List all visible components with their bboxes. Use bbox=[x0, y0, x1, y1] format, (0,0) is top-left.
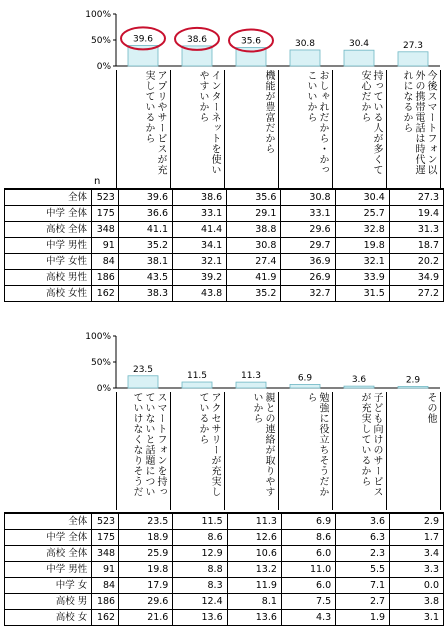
table-row bbox=[5, 222, 444, 238]
table-cell: 3.4 bbox=[390, 546, 444, 562]
column-divider bbox=[332, 392, 333, 510]
table-row bbox=[5, 578, 444, 594]
table-cell: 19.8 bbox=[335, 238, 389, 254]
table-cell: 2.3 bbox=[336, 546, 390, 562]
table-cell: 35.2 bbox=[227, 286, 281, 302]
table-cell: 29.1 bbox=[227, 206, 281, 222]
row-n: 162 bbox=[91, 286, 118, 302]
row-n: 523 bbox=[92, 513, 119, 530]
table-cell: 8.3 bbox=[173, 578, 227, 594]
row-n: 91 bbox=[91, 238, 118, 254]
row-label: 高校 全体 bbox=[5, 546, 92, 562]
table-cell: 13.2 bbox=[227, 562, 281, 578]
table-cell: 11.3 bbox=[227, 513, 281, 530]
table-cell: 25.7 bbox=[335, 206, 389, 222]
category-label: 親との連絡が取りやすいから bbox=[251, 392, 274, 497]
column-divider bbox=[386, 70, 387, 188]
table-cell: 12.4 bbox=[173, 594, 227, 610]
column-divider bbox=[224, 70, 225, 188]
table-cell: 25.9 bbox=[119, 546, 173, 562]
table-cell: 38.3 bbox=[118, 286, 172, 302]
table-cell: 3.8 bbox=[390, 594, 444, 610]
row-label: 高校 女 bbox=[5, 610, 92, 626]
column-divider bbox=[170, 70, 171, 188]
table-cell: 8.6 bbox=[281, 530, 335, 546]
category-label: 今後スマートフォン以外の携帯電話は時代遅れになるから bbox=[401, 70, 436, 175]
row-n: 348 bbox=[91, 222, 118, 238]
table-cell: 29.6 bbox=[281, 222, 335, 238]
table-row bbox=[5, 189, 444, 206]
table-cell: 2.9 bbox=[390, 513, 444, 530]
column-divider bbox=[278, 70, 279, 188]
category-label: アクセサリーが充実しているから bbox=[197, 392, 220, 497]
row-n: 348 bbox=[92, 546, 119, 562]
bar bbox=[398, 386, 428, 388]
table-cell: 41.4 bbox=[173, 222, 227, 238]
table-cell: 2.7 bbox=[336, 594, 390, 610]
table-cell: 19.8 bbox=[119, 562, 173, 578]
table-cell: 10.6 bbox=[227, 546, 281, 562]
table-cell: 29.7 bbox=[281, 238, 335, 254]
table-cell: 38.6 bbox=[173, 189, 227, 206]
row-label: 高校 男性 bbox=[5, 270, 92, 286]
bar-value-label: 23.5 bbox=[132, 364, 154, 375]
table-cell: 33.1 bbox=[173, 206, 227, 222]
column-divider bbox=[440, 70, 441, 188]
table-cell: 26.9 bbox=[281, 270, 335, 286]
table-cell: 18.9 bbox=[119, 530, 173, 546]
table-cell: 30.8 bbox=[227, 238, 281, 254]
row-label: 中学 全体 bbox=[5, 206, 92, 222]
table-cell: 38.8 bbox=[227, 222, 281, 238]
row-n: 84 bbox=[92, 578, 119, 594]
bar-value-label: 2.9 bbox=[405, 375, 421, 386]
category-label: インターネットを使いやすいから bbox=[197, 70, 220, 175]
table-cell: 30.8 bbox=[281, 189, 335, 206]
table-cell: 3.6 bbox=[336, 513, 390, 530]
column-divider bbox=[170, 392, 171, 510]
table-cell: 32.7 bbox=[281, 286, 335, 302]
bar bbox=[398, 52, 428, 66]
table-cell: 30.4 bbox=[335, 189, 389, 206]
table-row bbox=[5, 562, 444, 578]
row-label: 中学 女 bbox=[5, 578, 92, 594]
table-cell: 32.1 bbox=[173, 254, 227, 270]
table-cell: 27.3 bbox=[389, 189, 443, 206]
table-row bbox=[5, 270, 444, 286]
bar-value-label: 30.4 bbox=[348, 39, 370, 50]
bar-chart-1 bbox=[0, 0, 444, 80]
row-n: 91 bbox=[92, 562, 119, 578]
column-divider bbox=[116, 70, 117, 188]
y-tick-label: 0% bbox=[96, 62, 111, 72]
bar bbox=[290, 50, 320, 66]
chart-panel-1 bbox=[0, 0, 444, 300]
table-cell: 35.6 bbox=[227, 189, 281, 206]
table-cell: 7.5 bbox=[281, 594, 335, 610]
table-row bbox=[5, 238, 444, 254]
table-cell: 1.9 bbox=[336, 610, 390, 626]
table-cell: 41.1 bbox=[118, 222, 172, 238]
table-cell: 36.6 bbox=[118, 206, 172, 222]
table-cell: 36.9 bbox=[281, 254, 335, 270]
row-label: 中学 男性 bbox=[5, 562, 92, 578]
n-header: n bbox=[94, 176, 101, 187]
table-cell: 23.5 bbox=[119, 513, 173, 530]
category-label: おしゃれだから・かっこいいから bbox=[305, 70, 328, 175]
row-label: 高校 全体 bbox=[5, 222, 92, 238]
row-n: 186 bbox=[92, 594, 119, 610]
table-cell: 32.1 bbox=[335, 254, 389, 270]
bar bbox=[344, 386, 374, 388]
table-cell: 39.2 bbox=[173, 270, 227, 286]
table-cell: 35.2 bbox=[118, 238, 172, 254]
row-n: 84 bbox=[91, 254, 118, 270]
table-row bbox=[5, 254, 444, 270]
bar bbox=[344, 50, 374, 66]
y-tick-label: 50% bbox=[90, 36, 111, 46]
table-cell: 7.1 bbox=[336, 578, 390, 594]
table-cell: 11.0 bbox=[281, 562, 335, 578]
table-cell: 12.6 bbox=[227, 530, 281, 546]
table-cell: 6.9 bbox=[281, 513, 335, 530]
table-cell: 6.3 bbox=[336, 530, 390, 546]
table-cell: 19.4 bbox=[389, 206, 443, 222]
row-label: 中学 全体 bbox=[5, 530, 92, 546]
table-cell: 27.2 bbox=[389, 286, 443, 302]
bar-chart-2 bbox=[0, 322, 444, 402]
table-cell: 3.3 bbox=[390, 562, 444, 578]
data-table-1 bbox=[4, 188, 444, 302]
table-row bbox=[5, 594, 444, 610]
table-row bbox=[5, 546, 444, 562]
bar-value-label: 27.3 bbox=[402, 40, 424, 51]
table-cell: 13.6 bbox=[227, 610, 281, 626]
column-divider bbox=[278, 392, 279, 510]
column-divider bbox=[116, 392, 117, 510]
bar-value-label: 3.6 bbox=[351, 375, 367, 386]
y-tick-label: 0% bbox=[96, 384, 111, 394]
table-cell: 34.1 bbox=[173, 238, 227, 254]
table-cell: 39.6 bbox=[118, 189, 172, 206]
table-cell: 8.1 bbox=[227, 594, 281, 610]
table-cell: 32.8 bbox=[335, 222, 389, 238]
table-cell: 4.3 bbox=[281, 610, 335, 626]
table-cell: 41.9 bbox=[227, 270, 281, 286]
row-label: 高校 女性 bbox=[5, 286, 92, 302]
table-cell: 20.2 bbox=[389, 254, 443, 270]
y-tick-label: 100% bbox=[85, 332, 111, 342]
row-n: 523 bbox=[91, 189, 118, 206]
table-cell: 6.0 bbox=[281, 546, 335, 562]
bar-value-label: 11.5 bbox=[186, 371, 208, 382]
column-divider bbox=[386, 392, 387, 510]
row-n: 162 bbox=[92, 610, 119, 626]
column-divider bbox=[332, 70, 333, 188]
column-divider bbox=[224, 392, 225, 510]
row-label: 中学 男性 bbox=[5, 238, 92, 254]
y-tick-label: 50% bbox=[90, 358, 111, 368]
row-n: 175 bbox=[91, 206, 118, 222]
table-row bbox=[5, 610, 444, 626]
table-cell: 18.7 bbox=[389, 238, 443, 254]
bar bbox=[182, 382, 212, 388]
table-cell: 31.3 bbox=[389, 222, 443, 238]
table-cell: 33.1 bbox=[281, 206, 335, 222]
table-cell: 31.5 bbox=[335, 286, 389, 302]
table-cell: 38.1 bbox=[118, 254, 172, 270]
category-label: 機能が豊富だから bbox=[263, 70, 274, 154]
table-cell: 8.6 bbox=[173, 530, 227, 546]
column-divider bbox=[440, 392, 441, 510]
bar-value-label: 30.8 bbox=[294, 38, 316, 49]
table-cell: 27.4 bbox=[227, 254, 281, 270]
category-label: 子ども向けのサービスが充実しているから bbox=[359, 392, 382, 497]
table-cell: 0.0 bbox=[390, 578, 444, 594]
bar-value-label: 11.3 bbox=[240, 371, 262, 382]
table-cell: 13.6 bbox=[173, 610, 227, 626]
table-cell: 21.6 bbox=[119, 610, 173, 626]
data-table-2 bbox=[4, 512, 444, 626]
table-cell: 17.9 bbox=[119, 578, 173, 594]
bar-value-label: 35.6 bbox=[240, 36, 262, 47]
category-label: スマートフォンを持っていないと話題についていけなくなりそうだ bbox=[131, 392, 166, 497]
y-tick-label: 100% bbox=[85, 10, 111, 20]
category-label: その他 bbox=[425, 392, 436, 424]
category-label: 勉強に役立ちそうだから bbox=[305, 392, 328, 497]
row-label: 中学 女性 bbox=[5, 254, 92, 270]
table-cell: 5.5 bbox=[336, 562, 390, 578]
bar-value-label: 6.9 bbox=[297, 373, 313, 384]
row-label: 全体 bbox=[5, 189, 92, 206]
row-label: 全体 bbox=[5, 513, 92, 530]
table-cell: 34.9 bbox=[389, 270, 443, 286]
table-cell: 33.9 bbox=[335, 270, 389, 286]
bar bbox=[128, 376, 158, 388]
bar-value-label: 39.6 bbox=[132, 34, 154, 45]
table-cell: 11.9 bbox=[227, 578, 281, 594]
table-row bbox=[5, 286, 444, 302]
table-cell: 43.5 bbox=[118, 270, 172, 286]
table-cell: 11.5 bbox=[173, 513, 227, 530]
category-label: アプリやサービスが充実しているから bbox=[143, 70, 166, 175]
table-cell: 6.0 bbox=[281, 578, 335, 594]
bar bbox=[290, 384, 320, 388]
table-row bbox=[5, 530, 444, 546]
table-cell: 1.7 bbox=[390, 530, 444, 546]
table-cell: 12.9 bbox=[173, 546, 227, 562]
row-n: 175 bbox=[92, 530, 119, 546]
table-cell: 43.8 bbox=[173, 286, 227, 302]
category-label: 持っている人が多くて安心だから bbox=[359, 70, 382, 175]
table-cell: 29.6 bbox=[119, 594, 173, 610]
table-cell: 8.8 bbox=[173, 562, 227, 578]
chart-panel-2 bbox=[0, 322, 444, 623]
table-row bbox=[5, 513, 444, 530]
bar-value-label: 38.6 bbox=[186, 34, 208, 45]
bar bbox=[236, 382, 266, 388]
row-n: 186 bbox=[91, 270, 118, 286]
row-label: 高校 男 bbox=[5, 594, 92, 610]
table-cell: 3.1 bbox=[390, 610, 444, 626]
table-row bbox=[5, 206, 444, 222]
